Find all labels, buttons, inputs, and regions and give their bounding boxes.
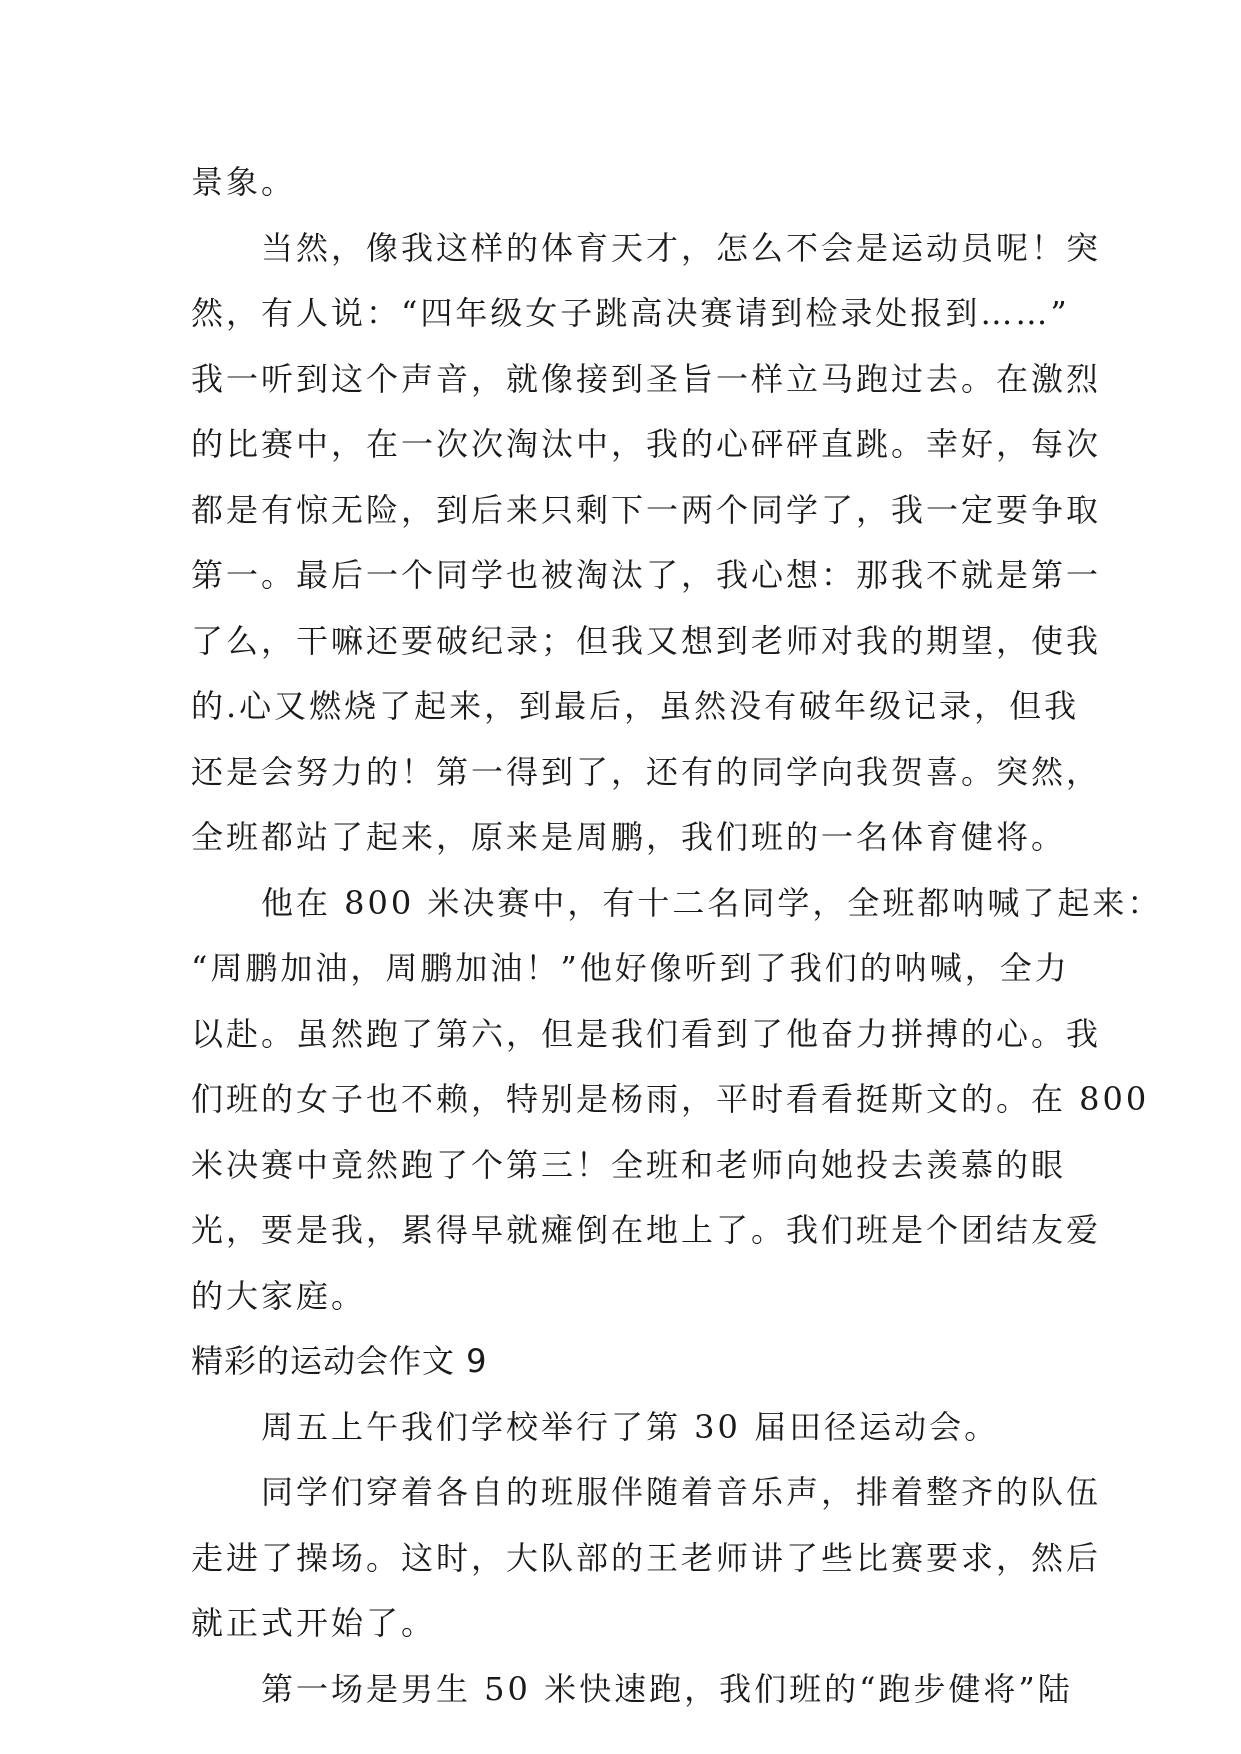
text-line: 的大家庭。 — [191, 1276, 367, 1315]
text-line: 们班的女子也不赖，特别是杨雨，平时看看挺斯文的。在 800 — [191, 1080, 1150, 1118]
text-line: 的比赛中，在一次次淘汰中，我的心砰砰直跳。幸好，每次 — [191, 425, 1102, 463]
text-line: 以赴。虽然跑了第六，但是我们看到了他奋力拼搏的心。我 — [191, 1014, 1102, 1053]
text-line: 全班都站了起来，原来是周鹏，我们班的一名体育健将。 — [191, 818, 1067, 856]
text-line: 米决赛中竟然跑了个第三！全班和老师向她投去羡慕的眼 — [191, 1145, 1067, 1184]
paragraph — [191, 216, 1102, 871]
text-line: 他在 800 米决赛中，有十二名同学，全班都呐喊了起来： — [191, 883, 1163, 922]
paragraph — [191, 1460, 1102, 1657]
paragraph — [191, 1657, 1071, 1723]
paragraph — [191, 1395, 1071, 1461]
text-line: 走进了操场。这时，大队部的王老师讲了些比赛要求，然后 — [191, 1538, 1102, 1577]
text-line: 当然，像我这样的体育天才，怎么不会是运动员呢！突 — [191, 228, 1102, 267]
text-line: 周五上午我们学校举行了第 30 届田径运动会。 — [191, 1407, 1000, 1446]
paragraph — [191, 871, 1163, 1330]
text-line: 同学们穿着各自的班服伴随着音乐声，排着整齐的队伍 — [191, 1473, 1102, 1511]
text-line: 都是有惊无险，到后来只剩下一两个同学了，我一定要争取 — [191, 490, 1102, 529]
paragraph — [191, 150, 1071, 216]
text-line: “周鹏加油，周鹏加油！”他好像听到了我们的呐喊，全力 — [191, 949, 1070, 987]
text-line: 还是会努力的！第一得到了，还有的同学向我贺喜。突然， — [191, 752, 1102, 791]
text-line: 就正式开始了。 — [191, 1604, 437, 1642]
text-line: 的.心又燃烧了起来，到最后，虽然没有破年级记录，但我 — [191, 687, 1080, 725]
text-line: 了么，干嘛还要破纪录；但我又想到老师对我的期望，使我 — [191, 621, 1102, 660]
text-line: 第一场是男生 50 米快速跑，我们班的“跑步健将”陆 — [191, 1669, 1073, 1708]
section-heading — [191, 1329, 1071, 1395]
text-line: 然，有人说：“四年级女子跳高决赛请到检录处报到……” — [191, 294, 1070, 332]
document-body — [191, 150, 1163, 1722]
text-line: 第一。最后一个同学也被淘汰了，我心想：那我不就是第一 — [191, 556, 1102, 594]
text-line: 景象。 — [191, 163, 297, 201]
text-line: 我一听到这个声音，就像接到圣旨一样立马跑过去。在激烈 — [191, 359, 1102, 398]
text-line: 光，要是我，累得早就瘫倒在地上了。我们班是个团结友爱 — [191, 1211, 1102, 1249]
heading-text: 精彩的运动会作文 9 — [191, 1342, 488, 1380]
